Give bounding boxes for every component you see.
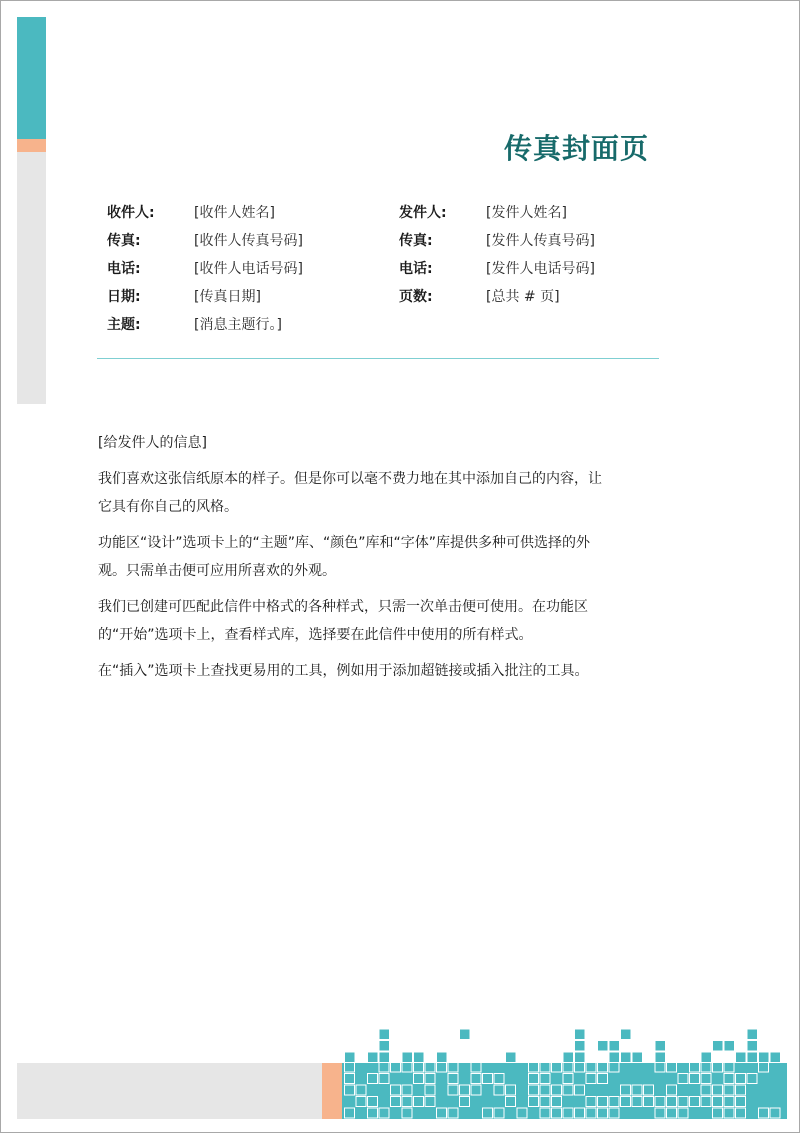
recipient-phone-value[interactable]: [收件人电话号码]: [194, 261, 303, 277]
subject-label: 主题:: [107, 317, 141, 333]
pixel-grid-cell: [402, 1062, 412, 1072]
pixel-grid-cell: [598, 1097, 608, 1107]
pixel-grid-cell: [713, 1085, 723, 1095]
pixel-block: [621, 1052, 632, 1063]
pixel-grid-cell: [678, 1108, 688, 1118]
pixel-grid-cell: [379, 1074, 389, 1084]
pixel-grid-cell: [471, 1074, 481, 1084]
pixel-grid-cell: [747, 1074, 757, 1084]
pixel-grid-cell: [471, 1062, 481, 1072]
sender-phone-value[interactable]: [发件人电话号码]: [486, 261, 595, 277]
pixel-grid-cell: [529, 1062, 539, 1072]
pixel-grid-cell: [575, 1108, 585, 1118]
body-paragraph-3: 功能区“设计”选项卡上的“主题”库、“颜色”库和“字体”库提供多种可供选择的外观。只需单击便可应用所喜欢的外观。: [98, 535, 591, 579]
pages-label: 页数:: [399, 289, 433, 305]
pixel-grid-cell: [379, 1062, 389, 1072]
pixel-block: [368, 1052, 379, 1063]
pixel-grid-cell: [483, 1108, 493, 1118]
pixel-block: [655, 1041, 666, 1052]
pixel-grid-cell: [667, 1062, 677, 1072]
pixel-grid-cell: [529, 1097, 539, 1107]
pixel-grid-cell: [356, 1097, 366, 1107]
to-value[interactable]: [收件人姓名]: [194, 205, 275, 221]
pixel-grid-cell: [552, 1062, 562, 1072]
pixel-block: [747, 1029, 758, 1040]
pixel-grid-cell: [552, 1097, 562, 1107]
pixel-grid-cell: [506, 1085, 516, 1095]
pixel-grid-cell: [724, 1108, 734, 1118]
date-value[interactable]: [传真日期]: [194, 289, 261, 305]
pixel-block: [506, 1052, 517, 1063]
pixel-block: [609, 1052, 620, 1063]
pixel-grid-cell: [713, 1062, 723, 1072]
footer-pixel-pattern: [1, 1, 800, 1133]
pixel-grid-cell: [460, 1097, 470, 1107]
pixel-block: [736, 1052, 747, 1063]
pixel-grid-cell: [655, 1062, 665, 1072]
date-label: 日期:: [107, 289, 141, 305]
pixel-block: [621, 1029, 632, 1040]
sender-fax-label: 传真:: [399, 233, 433, 249]
pixel-grid-cell: [494, 1074, 504, 1084]
pixel-grid-cell: [644, 1085, 654, 1095]
pixel-grid-cell: [724, 1074, 734, 1084]
pixel-grid-cell: [540, 1097, 550, 1107]
pixel-grid-cell: [632, 1097, 642, 1107]
pixel-grid-cell: [563, 1062, 573, 1072]
pixel-grid-cell: [678, 1097, 688, 1107]
pages-value[interactable]: [总共 # 页]: [486, 289, 560, 305]
pixel-grid-cell: [759, 1108, 769, 1118]
pixel-grid-cell: [586, 1062, 596, 1072]
pixel-block: [402, 1052, 413, 1063]
pixel-grid-cell: [724, 1097, 734, 1107]
pixel-grid-cell: [575, 1062, 585, 1072]
recipient-fax-label: 传真:: [107, 233, 141, 249]
pixel-grid-cell: [586, 1097, 596, 1107]
pixel-grid-cell: [632, 1085, 642, 1095]
pixel-grid-cell: [667, 1108, 677, 1118]
pixel-grid-cell: [494, 1085, 504, 1095]
to-label: 收件人:: [107, 205, 155, 221]
pixel-grid-cell: [690, 1097, 700, 1107]
pixel-grid-cell: [598, 1108, 608, 1118]
recipient-fax-value[interactable]: [收件人传真号码]: [194, 233, 303, 249]
pixel-block: [379, 1052, 390, 1063]
pixel-block: [759, 1052, 770, 1063]
pixel-grid-cell: [552, 1108, 562, 1118]
pixel-block: [632, 1052, 643, 1063]
pixel-grid-cell: [345, 1085, 355, 1095]
pixel-grid-cell: [621, 1097, 631, 1107]
subject-value[interactable]: [消息主题行。]: [194, 317, 282, 333]
pixel-grid-cell: [713, 1108, 723, 1118]
page-title: 传真封面页: [503, 132, 649, 165]
pixel-grid-cell: [379, 1108, 389, 1118]
pixel-grid-cell: [483, 1074, 493, 1084]
sender-fax-value[interactable]: [发件人传真号码]: [486, 233, 595, 249]
pixel-block: [575, 1052, 586, 1063]
pixel-grid-cell: [586, 1074, 596, 1084]
pixel-grid-cell: [540, 1074, 550, 1084]
pixel-grid-cell: [448, 1108, 458, 1118]
pixel-grid-cell: [701, 1097, 711, 1107]
pixel-grid-cell: [437, 1062, 447, 1072]
pixel-grid-cell: [736, 1108, 746, 1118]
pixel-block: [655, 1052, 666, 1063]
sender-phone-label: 电话:: [399, 261, 433, 277]
pixel-grid-cell: [770, 1108, 780, 1118]
body-paragraph-5: 在“插入”选项卡上查找更易用的工具，例如用于添加超链接或插入批注的工具。: [98, 663, 589, 679]
pixel-grid-cell: [414, 1097, 424, 1107]
pixel-block: [701, 1052, 712, 1063]
pixel-block: [414, 1052, 425, 1063]
pixel-block: [575, 1041, 586, 1052]
pixel-grid-cell: [471, 1085, 481, 1095]
pixel-grid-cell: [494, 1108, 504, 1118]
pixel-grid-cell: [391, 1062, 401, 1072]
pixel-grid-cell: [391, 1097, 401, 1107]
pixel-grid-cell: [517, 1108, 527, 1118]
pixel-grid-cell: [667, 1097, 677, 1107]
pixel-grid-cell: [391, 1085, 401, 1095]
pixel-grid-cell: [425, 1062, 435, 1072]
pixel-grid-cell: [402, 1108, 412, 1118]
pixel-block: [609, 1041, 620, 1052]
recipient-phone-label: 电话:: [107, 261, 141, 277]
pixel-grid-cell: [736, 1085, 746, 1095]
pixel-grid-cell: [690, 1062, 700, 1072]
pixel-block: [563, 1052, 574, 1063]
pixel-grid-cell: [586, 1108, 596, 1118]
pixel-block: [460, 1029, 471, 1040]
pixel-grid-cell: [609, 1097, 619, 1107]
pixel-block: [724, 1041, 735, 1052]
pixel-grid-cell: [540, 1108, 550, 1118]
pixel-grid-cell: [655, 1097, 665, 1107]
pixel-grid-cell: [724, 1085, 734, 1095]
pixel-grid-cell: [736, 1097, 746, 1107]
pixel-grid-cell: [437, 1108, 447, 1118]
pixel-block: [437, 1052, 448, 1063]
pixel-grid-cell: [425, 1085, 435, 1095]
pixel-grid-cell: [425, 1074, 435, 1084]
pixel-grid-cell: [414, 1074, 424, 1084]
pixel-grid-cell: [701, 1074, 711, 1084]
pixel-block: [713, 1041, 724, 1052]
pixel-block: [379, 1029, 390, 1040]
pixel-grid-cell: [402, 1097, 412, 1107]
pixel-grid-cell: [506, 1097, 516, 1107]
pixel-grid-cell: [724, 1062, 734, 1072]
body-paragraph-4: 我们已创建可匹配此信件中格式的各种样式，只需一次单击便可使用。在功能区的“开始”选项卡上，查看样式库，选择要在此信件中使用的所有样式。: [98, 599, 588, 643]
pixel-grid-cell: [448, 1062, 458, 1072]
pixel-grid-cell: [540, 1085, 550, 1095]
pixel-grid-cell: [575, 1085, 585, 1095]
pixel-grid-cell: [460, 1085, 470, 1095]
pixel-grid-cell: [667, 1085, 677, 1095]
pixel-grid-cell: [563, 1074, 573, 1084]
pixel-grid-cell: [598, 1074, 608, 1084]
pixel-grid-cell: [448, 1085, 458, 1095]
pixel-grid-cell: [678, 1074, 688, 1084]
pixel-block: [575, 1029, 586, 1040]
pixel-grid-cell: [356, 1085, 366, 1095]
pixel-grid-cell: [540, 1062, 550, 1072]
pixel-grid-cell: [736, 1074, 746, 1084]
pixel-block: [747, 1052, 758, 1063]
pixel-grid-cell: [448, 1074, 458, 1084]
from-label: 发件人:: [399, 205, 447, 221]
pixel-grid-cell: [368, 1097, 378, 1107]
from-value[interactable]: [发件人姓名]: [486, 205, 567, 221]
pixel-grid-cell: [598, 1062, 608, 1072]
pixel-grid-cell: [563, 1108, 573, 1118]
body-paragraph-1: [给发件人的信息]: [98, 435, 207, 451]
pixel-grid-cell: [425, 1097, 435, 1107]
pixel-grid-cell: [759, 1062, 769, 1072]
pixel-grid-cell: [368, 1074, 378, 1084]
pixel-grid-cell: [713, 1097, 723, 1107]
pixel-block: [379, 1041, 390, 1052]
pixel-grid-cell: [529, 1074, 539, 1084]
pixel-grid-cell: [701, 1062, 711, 1072]
pixel-block: [598, 1041, 609, 1052]
pixel-grid-cell: [701, 1085, 711, 1095]
pixel-grid-cell: [655, 1108, 665, 1118]
pixel-grid-cell: [345, 1108, 355, 1118]
pixel-grid-cell: [345, 1074, 355, 1084]
pixel-grid-cell: [644, 1097, 654, 1107]
pixel-grid-cell: [414, 1062, 424, 1072]
pixel-grid-cell: [563, 1085, 573, 1095]
pixel-block: [747, 1041, 758, 1052]
pixel-grid-cell: [690, 1074, 700, 1084]
pixel-grid-cell: [368, 1108, 378, 1118]
pixel-grid-cell: [529, 1085, 539, 1095]
pixel-grid-cell: [609, 1062, 619, 1072]
pixel-block: [345, 1052, 356, 1063]
body-paragraph-2: 我们喜欢这张信纸原本的样子。但是你可以毫不费力地在其中添加自己的内容，让它具有你自己的风格。: [98, 471, 602, 515]
pixel-grid-cell: [621, 1085, 631, 1095]
pixel-grid-cell: [552, 1085, 562, 1095]
pixel-grid-cell: [345, 1062, 355, 1072]
pixel-block: [770, 1052, 781, 1063]
pixel-grid-cell: [402, 1085, 412, 1095]
pixel-grid-cell: [609, 1108, 619, 1118]
